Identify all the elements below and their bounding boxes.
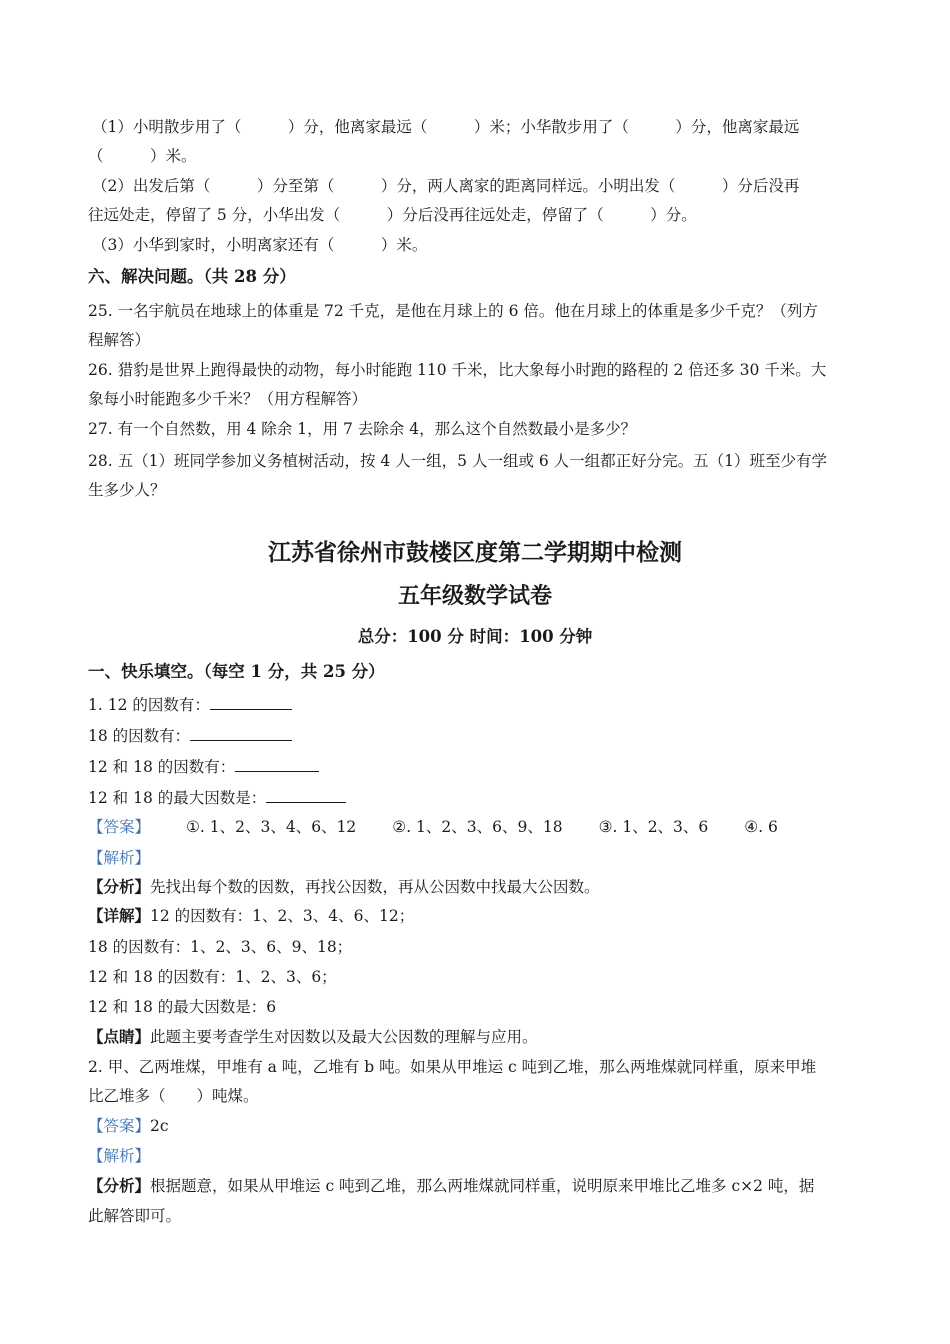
answer-item: ①. 1、2、3、4、6、12: [186, 818, 357, 836]
exam-title: 江苏省徐州市鼓楼区度第二学期期中检测: [268, 539, 682, 566]
q1-answer-line: [88, 817, 778, 837]
q2-line1: 2. 甲、乙两堆煤，甲堆有 a 吨，乙堆有 b 吨。如果从甲堆运 c 吨到乙堆，那么两堆煤就同样重，原来甲堆: [88, 1058, 817, 1076]
q1-line4: [88, 788, 346, 808]
q1-line2: [88, 726, 292, 746]
q25-line2: 程解答）: [88, 331, 151, 349]
answer-item: ③. 1、2、3、6: [598, 818, 709, 836]
q1-prompt-max: 12 和 18 的最大因数是：: [88, 789, 267, 807]
answer-label: 【答案】: [88, 818, 151, 836]
fenxi-label: 【分析】: [88, 877, 151, 896]
q28-line2: 生多少人？: [88, 481, 166, 499]
q1-xiangjie: [88, 906, 414, 926]
exam-score-time: 总分：100 分 时间：100 分钟: [357, 627, 593, 646]
section6-heading: 六、解决问题。（共 28 分）: [88, 267, 296, 286]
q1-detail-3: 12 和 18 的因数有：1、2、3、6；: [88, 968, 337, 986]
answer-blank: [210, 695, 292, 710]
q24-part3: （3）小华到家时，小明离家还有（ ）米。: [92, 236, 428, 254]
q2-line2: 比乙堆多（ ）吨煤。: [88, 1087, 259, 1105]
q24-part2-line1: （2）出发后第（ ）分至第（ ）分，两人离家的距离同样远。小明出发（ ）分后没再: [92, 177, 800, 195]
fenxi-text: 根据题意，如果从甲堆运 c 吨到乙堆，那么两堆煤就同样重，说明原来甲堆比乙堆多 c×2 吨，据: [150, 1177, 815, 1195]
xiangjie-label: 【详解】: [88, 906, 151, 925]
answer-item: ④. 6: [744, 818, 778, 836]
dianjing-label: 【点睛】: [88, 1027, 151, 1046]
q26-line2: 象每小时能跑多少千米？（用方程解答）: [88, 390, 368, 408]
q1-prompt-12: 1. 12 的因数有：: [88, 696, 210, 714]
exam-subtitle: 五年级数学试卷: [397, 583, 552, 609]
dianjing-text: 此题主要考查学生对因数以及最大公因数的理解与应用。: [150, 1028, 538, 1046]
q1-line3: [88, 757, 319, 777]
q28-line1: 28. 五（1）班同学参加义务植树活动，按 4 人一组，5 人一组或 6 人一组都正好分完。五（1）班至少有学: [88, 452, 828, 470]
xiangjie-text: 12 的因数有：1、2、3、4、6、12；: [150, 907, 415, 925]
q1-prompt-18: 18 的因数有：: [88, 727, 191, 745]
q24-part1-line2: （ ）米。: [88, 147, 197, 165]
answer-label: 【答案】: [88, 1117, 151, 1135]
fenxi-text: 先找出每个数的因数，再找公因数，再从公因数中找最大公因数。: [150, 878, 600, 896]
q25-line1: 25. 一名宇航员在地球上的体重是 72 千克，是他在月球上的 6 倍。他在月球上的体重是多少千克？（列方: [88, 302, 818, 320]
q1-detail-4: 12 和 18 的最大因数是：6: [88, 998, 277, 1016]
q1-detail-2: 18 的因数有：1、2、3、6、9、18；: [88, 938, 353, 956]
q2-fenxi: [88, 1176, 814, 1196]
q26-line1: 26. 猎豹是世界上跑得最快的动物，每小时能跑 110 千米，比大象每小时跑的路程的 2 倍还多 30 千米。大: [88, 361, 827, 379]
q27: 27. 有一个自然数，用 4 除余 1，用 7 去除余 4，那么这个自然数最小是多少？: [88, 420, 637, 438]
fenxi-label: 【分析】: [88, 1176, 151, 1195]
q24-part2-line2: 往远处走，停留了 5 分，小华出发（ ）分后没再往远处走，停留了（ ）分。: [88, 206, 697, 224]
q1-dianjing: [88, 1027, 538, 1047]
q1-fenxi: [88, 877, 600, 897]
answer-blank: [266, 788, 346, 803]
q2-answer: [88, 1116, 169, 1136]
answer-blank: [235, 757, 319, 772]
section1-heading: 一、快乐填空。（每空 1 分，共 25 分）: [88, 662, 385, 681]
q1-prompt-common: 12 和 18 的因数有：: [88, 758, 236, 776]
q1-analysis-label: 【解析】: [88, 849, 151, 867]
q2-analysis-label: 【解析】: [88, 1147, 151, 1165]
answer-value: 2c: [150, 1117, 169, 1135]
q1-line1: [88, 695, 292, 715]
answer-item: ②. 1、2、3、6、9、18: [392, 818, 563, 836]
q24-part1-line1: （1）小明散步用了（ ）分，他离家最远（ ）米；小华散步用了（ ）分，他离家最远: [92, 118, 800, 136]
q2-fenxi-line2: 此解答即可。: [88, 1207, 182, 1225]
answer-blank: [190, 726, 292, 741]
